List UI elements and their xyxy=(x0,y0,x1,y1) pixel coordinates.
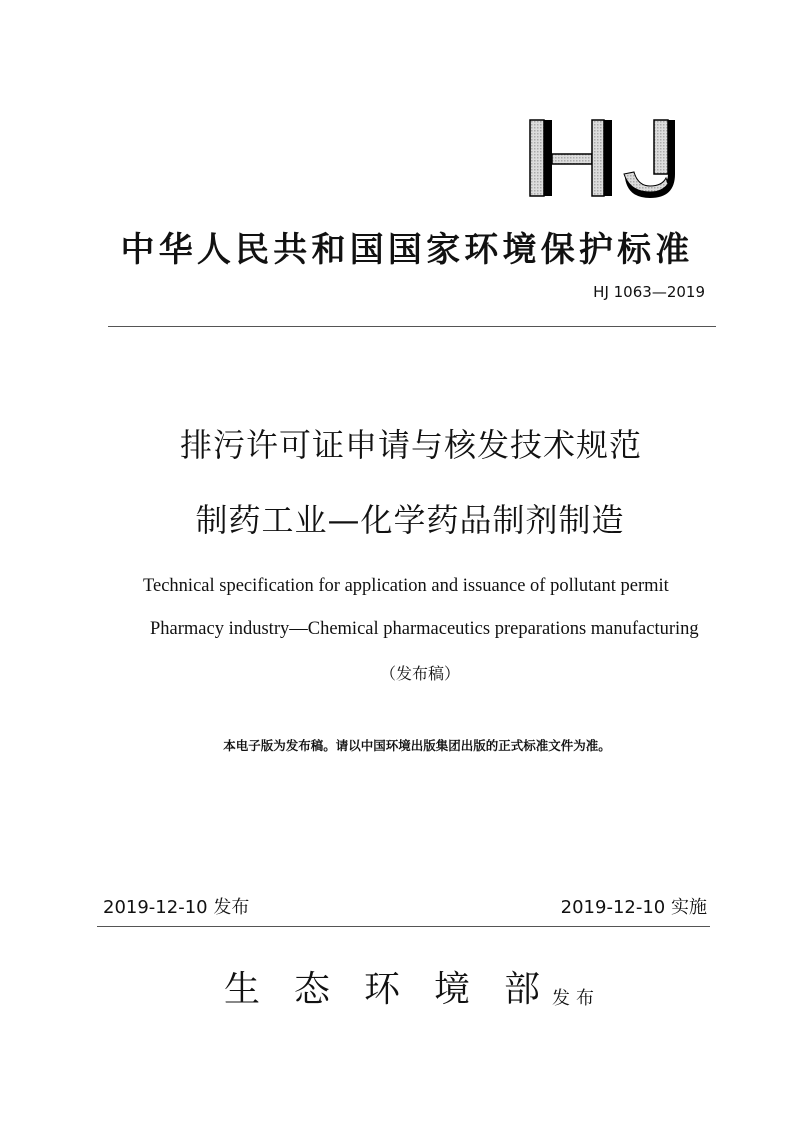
header-divider xyxy=(108,326,716,327)
title-cn-line2: 制药工业—化学药品制剂制造 xyxy=(195,501,625,539)
standard-series-title: 中华人民共和国国家环境保护标准 xyxy=(120,230,694,270)
standard-code: HJ 1063—2019 xyxy=(593,283,705,301)
edition-notice: 本电子版为发布稿。请以中国环境出版集团出版的正式标准文件为准。 xyxy=(223,738,611,753)
title-en-line2: Pharmacy industry—Chemical pharmaceutics preparations manufacturing xyxy=(150,619,699,639)
publisher-suffix: 发布 xyxy=(552,988,600,1009)
title-en-line1: Technical specification for application and issuance of pollutant permit xyxy=(143,576,669,596)
title-cn-line1: 排污许可证申请与核发技术规范 xyxy=(179,426,642,464)
publisher-name: 生态环境部 xyxy=(224,969,540,1010)
draft-label: （发布稿） xyxy=(379,664,460,683)
implementation-date: 2019-12-10 实施 xyxy=(560,897,707,918)
footer-divider xyxy=(97,926,710,927)
hj-logo xyxy=(522,112,682,208)
issue-date: 2019-12-10 发布 xyxy=(103,897,250,918)
